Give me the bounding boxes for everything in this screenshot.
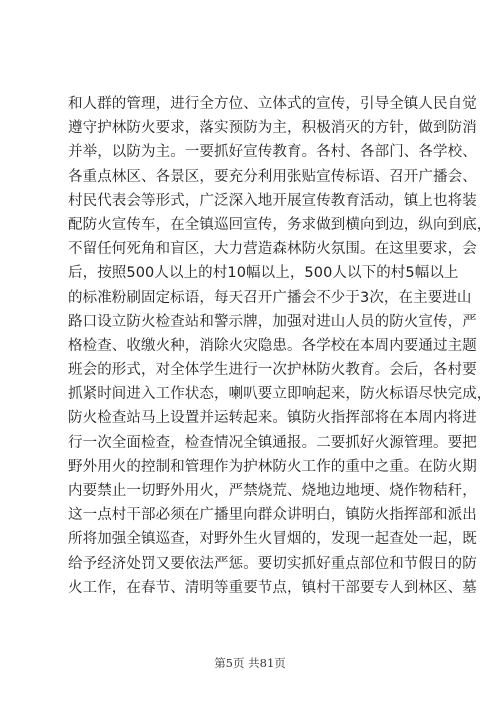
text-line: 各重点林区、各景区，要充分利用张贴宣传标语、召开广播会、 bbox=[68, 168, 477, 185]
text-line: 和人群的管理，进行全方位、立体式的宣传，引导全镇人民自觉 bbox=[68, 96, 477, 112]
text-line: 不留任何死角和盲区，大力营造森林防火氛围。在这里要求，会 bbox=[68, 241, 477, 258]
text-line: 行一次全面检查，检查情况全镇通报。二要抓好火源管理。要把 bbox=[68, 434, 477, 451]
text-line: 给予经济处罚又要依法严惩。要切实抓好重点部位和节假日的防 bbox=[68, 555, 477, 572]
text-line: 村民代表会等形式，广泛深入地开展宣传教育活动，镇上也将装 bbox=[68, 192, 477, 209]
text-line: 格检查、收缴火种，消除火灾隐患。各学校在本周内要通过主题 bbox=[68, 337, 477, 354]
text-line: 内要禁止一切野外用火，严禁烧荒、烧地边地埂、烧作物秸秆， bbox=[68, 483, 477, 499]
text-line: 班会的形式，对全体学生进行一次护林防火教育。会后，各村要 bbox=[68, 362, 477, 379]
body-paragraph bbox=[68, 92, 492, 600]
text-line: 所将加强全镇巡查，对野外生火冒烟的，发现一起查处一起，既 bbox=[68, 531, 477, 548]
text-line: 野外用火的控制和管理作为护林防火工作的重中之重。在防火期 bbox=[68, 458, 477, 475]
text-line: 这一点村干部必须在广播里向群众讲明白，镇防火指挥部和派出 bbox=[68, 507, 477, 524]
text-line: 火工作，在春节、清明等重要节点，镇村干部要专人到林区、墓 bbox=[68, 579, 477, 596]
text-line: 遵守护林防火要求，落实预防为主，积极消灭的方针，做到防消 bbox=[68, 120, 477, 137]
text-line: 后，按照500人以上的村10幅以上，500人以下的村5幅以上 bbox=[68, 265, 459, 282]
text-line: 并举，以防为主。一要抓好宣传教育。各村、各部门、各学校、 bbox=[68, 144, 477, 161]
text-line: 抓紧时间进入工作状态，喇叭要立即响起来，防火标语尽快完成， bbox=[68, 386, 492, 403]
text-line: 的标准粉刷固定标语，每天召开广播会不少于3次，在主要进山 bbox=[68, 289, 472, 306]
text-line: 路口设立防火检查站和警示牌，加强对进山人员的防火宣传，严 bbox=[68, 313, 477, 330]
page-number-footer: 第5页 共81页 bbox=[214, 656, 286, 670]
text-line: 配防火宣传车，在全镇巡回宣传，务求做到横向到边，纵向到底， bbox=[68, 216, 492, 233]
text-line: 防火检查站马上设置并运转起来。镇防火指挥部将在本周内将进 bbox=[68, 410, 477, 427]
